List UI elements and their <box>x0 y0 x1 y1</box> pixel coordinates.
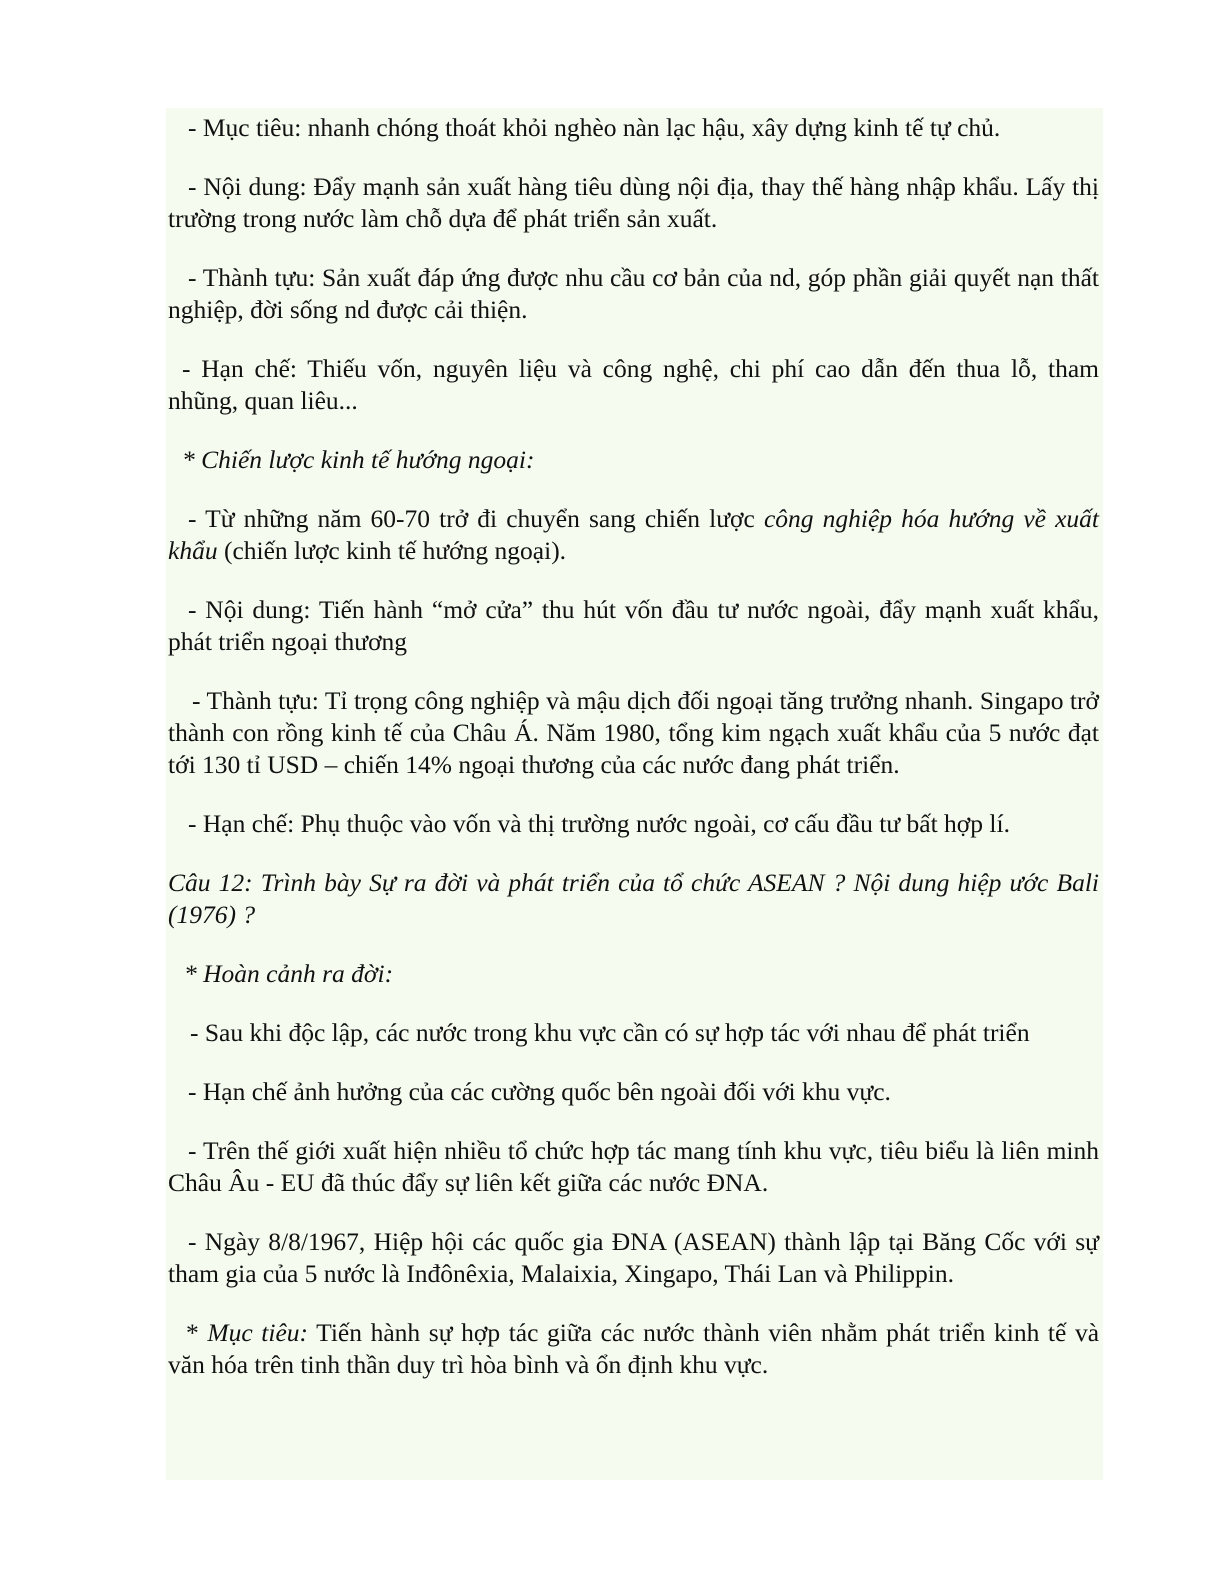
paragraph-outward-content: - Nội dung: Tiến hành “mở cửa” thu hút vốn đầu tư nước ngoài, đẩy mạnh xuất khẩu, phát triển ngoại thương <box>168 595 1099 656</box>
asean-goal-label: Mục tiêu: <box>207 1318 309 1347</box>
paragraph-inward-content: - Nội dung: Đẩy mạnh sản xuất hàng tiêu dùng nội địa, thay thế hàng nhập khẩu. Lấy thị trường trong nước làm chỗ dựa để phát triển sản xuất. <box>168 172 1099 233</box>
asean-goal-bullet: * <box>186 1318 208 1347</box>
outward-shift-text-a: - Từ những năm 60-70 trở đi chuyển sang chiến lược <box>188 504 764 533</box>
paragraph-context-world-organizations: - Trên thế giới xuất hiện nhiều tổ chức hợp tác mang tính khu vực, tiêu biểu là liên minh Châu Âu - EU đã thúc đẩy sự liên kết giữa các nước ĐNA. <box>168 1136 1099 1197</box>
outward-shift-emphasis: công nghiệp hóa hướng về xuất khẩu <box>168 504 1099 565</box>
paragraph-asean-goal <box>168 1317 1099 1381</box>
paragraph-inward-goal: - Mục tiêu: nhanh chóng thoát khỏi nghèo nàn lạc hậu, xây dựng kinh tế tự chủ. <box>188 113 1001 142</box>
paragraph-inward-achievements: - Thành tựu: Sản xuất đáp ứng được nhu cầu cơ bản của nd, góp phần giải quyết nạn thất nghiệp, đời sống nd được cải thiện. <box>168 263 1099 324</box>
paragraph-inward-limitations: - Hạn chế: Thiếu vốn, nguyên liệu và công nghệ, chi phí cao dẫn đến thua lỗ, tham nhũng, quan liêu... <box>168 354 1099 415</box>
document-body <box>168 112 1099 1408</box>
paragraph-outward-limitations: - Hạn chế: Phụ thuộc vào vốn và thị trường nước ngoài, cơ cấu đầu tư bất hợp lí. <box>188 809 1010 838</box>
paragraph-context-independence: - Sau khi độc lập, các nước trong khu vực cần có sự hợp tác với nhau để phát triển <box>190 1018 1030 1047</box>
outward-shift-text-c: (chiến lược kinh tế hướng ngoại). <box>217 536 567 565</box>
paragraph-asean-founding: - Ngày 8/8/1967, Hiệp hội các quốc gia ĐNA (ASEAN) thành lập tại Băng Cốc với sự tham gia của 5 nước là Inđônêxia, Malaixia, Xingapo, Thái Lan và Philippin. <box>168 1227 1099 1288</box>
heading-outward-strategy: * Chiến lược kinh tế hướng ngoại: <box>182 445 535 474</box>
heading-founding-context: * Hoàn cảnh ra đời: <box>184 959 394 988</box>
question-12-heading: Câu 12: Trình bày Sự ra đời và phát triển của tổ chức ASEAN ? Nội dung hiệp ước Bali (1976) ? <box>168 868 1099 929</box>
paragraph-outward-achievements: - Thành tựu: Tỉ trọng công nghiệp và mậu dịch đối ngoại tăng trưởng nhanh. Singapo trở thành con rồng kinh tế của Châu Á. Năm 1980, tổng kim ngạch xuất khẩu của 5 nước đạt tới 130 tỉ USD – chiến 14% ngoại thương của các nước đang phát triển. <box>168 686 1099 779</box>
paragraph-context-limit-influence: - Hạn chế ảnh hưởng của các cường quốc bên ngoài đối với khu vực. <box>188 1077 891 1106</box>
asean-goal-text: Tiến hành sự hợp tác giữa các nước thành viên nhằm phát triển kinh tế và văn hóa trên tinh thần duy trì hòa bình và ổn định khu vực. <box>168 1318 1100 1379</box>
paragraph-outward-shift <box>168 503 1099 567</box>
